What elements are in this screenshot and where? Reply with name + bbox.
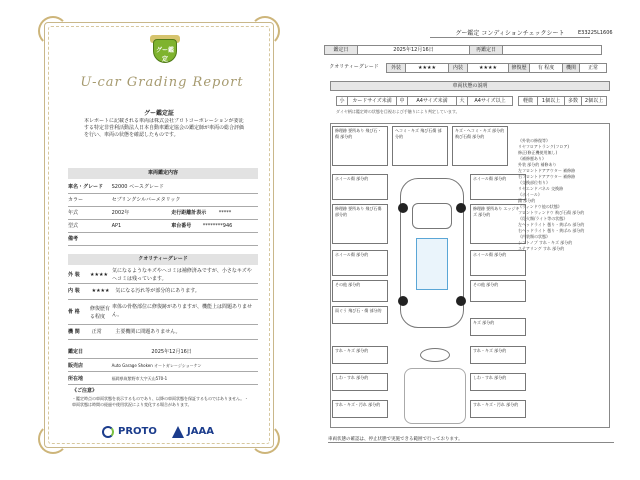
redate-label: 再鑑定日 — [469, 45, 503, 55]
quality-row-exterior: 外 装 ★★★★ 気になるようなキズやヘコミは補修済みですが、小さなキズやヘコミは残っています。 — [68, 267, 258, 284]
quality-repair-value: 有 程度 — [529, 63, 563, 73]
legend-line: 左フロントドアアウター 補修跡 — [518, 168, 576, 173]
proto-logo-icon — [102, 426, 114, 438]
table-row: 車名・グレード S2000 ベースグレード — [68, 181, 258, 194]
state-heading: 車両状態の説明 — [330, 81, 610, 91]
sheet-footer-note: 車両状態の確認は、停止状態で実施できる範囲で行っております。 — [328, 436, 614, 443]
table-row: 備考 — [68, 233, 258, 246]
legend-line: リヤエンドパネル 交換跡 — [518, 186, 564, 191]
grade-many-desc: 2個以上 — [581, 96, 607, 106]
size-large-desc: A4サイズ以上 — [467, 96, 513, 106]
document-id: E33225L1606 — [578, 30, 613, 36]
quality-exterior-value: ★★★★ — [405, 63, 449, 73]
damage-note: ホイール傷 部分的 — [470, 174, 526, 200]
jaaa-logo: JAAA — [187, 426, 214, 437]
corner-ornament-icon — [250, 424, 280, 454]
legend-line: 右ヘッドライト 曇り・黄ばみ 部分的 — [518, 228, 585, 233]
damage-note: その他 部分的 — [332, 280, 388, 302]
shop-row: 販売店 Auto Garage Shoken オートガレージショーケン — [68, 359, 258, 372]
state-note: ダイヤ柄は鑑定時の状態を目視および手触りにより判定しています。 — [336, 109, 460, 114]
sheet-date-label: 鑑定日 — [324, 45, 358, 55]
wheel-icon — [398, 296, 408, 306]
grading-certificate — [44, 22, 274, 448]
certificate-subtitle: グー鑑定証 — [143, 110, 174, 117]
wheel-icon — [456, 296, 466, 306]
quality-interior-label: 内装 — [448, 63, 468, 73]
legend-line: 右フロントドアアウター 補修跡 — [518, 174, 576, 179]
damage-note: すれ・キズ 部分的 — [332, 346, 388, 364]
quality-row-engine: 機 関 正常 主要機関に問題ありません。 — [68, 326, 258, 340]
redate-value — [502, 45, 602, 55]
damage-note: すれ・キズ・汚れ 部分的 — [470, 400, 526, 418]
remarks-text: ・鑑定時点の車両状態を表示するものであり、以降の車両状態を保証するものではありません。・車両状態は時間の経過や使用状況により変化する場合があります。 — [72, 396, 249, 407]
size-medium-label: 中 — [396, 96, 408, 106]
table-row: カラー セブリングシルバーメタリック — [68, 194, 258, 207]
corner-ornament-icon — [250, 16, 280, 46]
address-row: 所在地 福岡県筑紫野市大字天山570-1 — [68, 372, 258, 385]
quality-row-frame: 骨 格 修復歴有る程度 車体の骨格部位に修復跡がありますが、機能上は問題ありません。 — [68, 301, 258, 325]
legend-line: 《補修歴あり》 — [518, 156, 546, 161]
legend-line: 左ヘッドライト 曇り・黄ばみ 部分的 — [518, 222, 585, 227]
grade-minor-desc: 1個以上 — [537, 96, 565, 106]
legend-line: 修正(修正機使用無し) — [518, 150, 558, 155]
damage-note: キズ・へコミ・キズ 部分的 飛び石傷 部分的 — [452, 126, 508, 166]
certificate-title: U-car Grading Report — [80, 75, 244, 90]
quality-interior-value: ★★★★ — [467, 63, 509, 73]
steering-wheel-icon — [420, 348, 450, 362]
windshield-icon — [412, 203, 452, 229]
legend-line: 《交換部位有り》 — [518, 180, 550, 185]
table-row: 型式 AP1 車台番号 ********946 — [68, 220, 258, 233]
interior-outline-icon — [404, 368, 466, 424]
quality-label: クオリティーグレード — [329, 64, 379, 70]
damage-note: すれ・キズ・汚れ 部分的 — [332, 400, 388, 418]
quality-engine-label: 機関 — [562, 63, 580, 73]
date-row: 鑑定日 2025年12月16日 — [68, 346, 258, 359]
vehicle-section-heading: 車両鑑定内容 — [68, 168, 258, 179]
legend-line: 《内装類の状態》 — [518, 234, 550, 239]
table-row: 年式 2002年 走行距離計表示 ***** — [68, 207, 258, 220]
size-large-label: 大 — [456, 96, 468, 106]
damage-note: へコミ・キズ 飛び石傷 部分的 — [392, 126, 448, 166]
quality-section-heading: クオリティーグレード — [68, 254, 258, 265]
quality-exterior-label: 外装 — [386, 63, 406, 73]
size-small-desc: カードサイズ未満 — [347, 96, 397, 106]
damage-note: 修理跡 要所あり 飛び石・傷 部分的 — [332, 126, 388, 166]
legend-line: リヤフロアトランク(フロア) — [518, 144, 569, 149]
badge-text: グー鑑定 — [155, 47, 174, 63]
legend-line: 《ホイール》 — [518, 192, 542, 197]
cabin-icon — [416, 238, 448, 290]
damage-note: すれ・キズ 部分的 — [470, 346, 526, 364]
quality-engine-value: 正常 — [579, 63, 607, 73]
wheel-icon — [398, 203, 408, 213]
grade-many-label: 多数 — [564, 96, 582, 106]
size-small-label: 小 — [336, 96, 348, 106]
legend-line: シフトノブ すれ・キズ 部分的 — [518, 240, 573, 245]
quality-row-interior: 内 装 ★★★★ 気になる汚れ等が部分的にあります。 — [68, 285, 258, 300]
corner-ornament-icon — [38, 424, 68, 454]
damage-note: 修理跡 要所あり 飛び石傷 部分的 — [332, 204, 388, 244]
damage-note: その他 部分的 — [470, 280, 526, 302]
damage-note: ホイール傷 部分的 — [470, 250, 526, 276]
sheet-date-value: 2025年12月16日 — [357, 45, 470, 55]
legend-line: 《ウィンドウ他の状態》 — [518, 204, 562, 209]
damage-note: ホイール傷 部分的 — [332, 250, 388, 276]
legend-line: フロントウィンドウ 飛び石傷 部分的 — [518, 210, 585, 215]
certificate-intro: 本レポートに記載される車両は株式会社プロトコーポレーションが委託する特定非営利活動法人日本自動車鑑定協会の鑑定師が車両の総合評価を行い、車両の状態を確認したものです。 — [84, 118, 244, 138]
legend-line: 《外装の修復等》 — [518, 138, 550, 143]
legend-line: 錆 部分的 — [518, 198, 536, 203]
damage-note: 修理跡 要所あり エッジキズ 部分的 — [470, 204, 526, 244]
sheet-title: グー鑑定 コンディションチェックシート — [430, 28, 590, 38]
damage-note: 雨ぐう 飛び石・傷 部分的 — [332, 306, 388, 324]
condition-check-sheet — [320, 28, 620, 466]
quality-repair-label: 修復歴 — [508, 63, 530, 73]
damage-note: ホイール傷 部分的 — [332, 174, 388, 200]
legend-line: 外装 部分的 補修あり — [518, 162, 557, 167]
corner-ornament-icon — [38, 16, 68, 46]
legend-line: 《灯火類/ライト等の状態》 — [518, 216, 568, 221]
proto-logo: PROTO — [118, 426, 157, 437]
legend-line: ステアリング すれ 部分的 — [518, 246, 565, 251]
size-medium-desc: A4サイズ未満 — [407, 96, 457, 106]
grade-minor-label: 軽微 — [518, 96, 538, 106]
repair-legend — [518, 138, 608, 252]
wheel-icon — [456, 203, 466, 213]
damage-note: しわ・すれ 部分的 — [470, 373, 526, 391]
goo-badge-icon — [153, 35, 177, 69]
remarks-title: 《ご注意》 — [72, 388, 98, 394]
damage-note: キズ 部分的 — [470, 318, 526, 336]
damage-note: しわ・すれ 部分的 — [332, 373, 388, 391]
